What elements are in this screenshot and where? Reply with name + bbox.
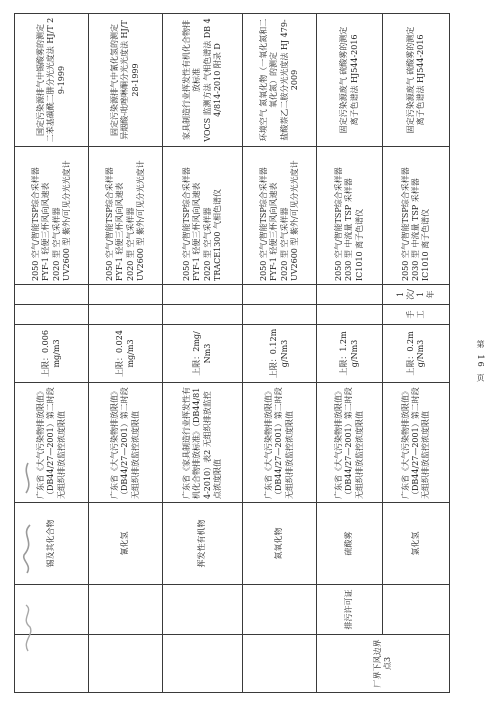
- method-instrument-cell: [383, 147, 450, 285]
- limit-cell: 上限：0.12mg/Nm3: [243, 325, 317, 383]
- pollutant-cell: 锡及其化合物: [15, 503, 89, 585]
- standard-method-line: 盐酸萘乙二胺分光光度法 HJ 479-2009: [279, 19, 299, 141]
- instrument-line: IC1010 离子色谱仪: [421, 208, 431, 281]
- pollutant-cell: 氰化氢: [89, 503, 163, 585]
- permit-label-cell: [163, 585, 243, 635]
- limit-cell: 上限：0.2mg/Nm3: [383, 325, 450, 383]
- instrument-line: 2020 型 空气采样器: [125, 207, 135, 281]
- instrument-line: 2050 空气/智能TSP综合采样器: [400, 167, 410, 281]
- method-instrument-cell: [15, 147, 89, 285]
- frequency-cell: [89, 285, 163, 305]
- pollutant-cell: 硫酸雾: [317, 503, 383, 585]
- instrument-line: TRACE1300 气相色谱仪: [212, 189, 222, 281]
- instrument-line: FYF-1 轻便三杯风向风速表: [269, 182, 279, 281]
- instrument-line: 2030 型 中流量 TSP 采样器: [344, 178, 354, 281]
- table-row: [317, 14, 383, 693]
- standard-method-line: 离子色谱法 HJ544-2016: [416, 34, 425, 126]
- standard-cell: 广东省《家具制造行业挥发性有机化合物排放标准》（DB44/814-2010）表2 无组织排放监控点浓度限值: [163, 383, 243, 503]
- instrument-line: 2020 型 空气采样器: [202, 207, 212, 281]
- group-label-cell: [163, 635, 243, 693]
- instrument-line: 2020 型 空气采样器: [279, 207, 289, 281]
- pollutant-cell: 氯化氢: [383, 503, 450, 585]
- pollutant-cell: 挥发性有机物: [163, 503, 243, 585]
- page-number: 第 16 页: [476, 340, 485, 384]
- standard-method-cell: [89, 14, 163, 147]
- instrument-line: 2050 空气/智能TSP综合采样器: [334, 167, 344, 281]
- sampling-method-cell: [317, 305, 383, 325]
- instrument-line: 2020 型 空气采样器: [51, 207, 61, 281]
- standard-method-line: 异烟酸-吡唑啉酮分光光度法 HJ/T 28-1999: [120, 20, 140, 140]
- table-row: [383, 14, 450, 693]
- sampling-method-cell: [243, 305, 317, 325]
- standard-method-line: 固定污染源排气中氰化氢的测定: [110, 24, 120, 136]
- method-instrument-cell: [89, 147, 163, 285]
- standard-cell: 广东省《大气污染物排放限值》（DB44/27—2001）第二时段无组织排放监控浓度限值: [243, 383, 317, 503]
- standard-cell: 广东省《大气污染物排放限值》（DB44/27—2001）第二时段无组织排放监控浓度限值: [317, 383, 383, 503]
- sampling-method-cell: 手工: [383, 305, 450, 325]
- method-instrument-cell: [243, 147, 317, 285]
- standard-method-line: 离子色谱法 HJ544-2016: [349, 34, 359, 126]
- instrument-line: 2050 空气/智能TSP综合采样器: [105, 167, 115, 281]
- standard-method-line: 家具制造行业挥发性有机化合物排放标准: [182, 20, 202, 140]
- group-label-cell: [243, 635, 317, 693]
- limit-cell: 上限：0.006mg/m3: [15, 325, 89, 383]
- instrument-line: 2050 空气/智能TSP综合采样器: [182, 167, 192, 281]
- standard-method-line: 固定污染源废气 硫酸雾的测定: [405, 26, 415, 134]
- standard-cell: 广东省《大气污染物排放限值》（DB44/27—2001）第二时段无组织排放监控浓度限值: [15, 383, 89, 503]
- standard-cell: 广东省《大气污染物排放限值》（DB44/27—2001）第二时段无组织排放监控浓度限值: [383, 383, 450, 503]
- group-label-cell: 厂界下风边界点3: [317, 635, 450, 693]
- instrument-line: FYF-1 轻便三杯风向风速表: [41, 182, 51, 281]
- method-instrument-cell: [163, 147, 243, 285]
- standard-method-line: 环境空气 氮氧化物（一氧化氮和二氧化氮）的测定: [259, 18, 279, 142]
- frequency-cell: [163, 285, 243, 305]
- standard-method-cell: [15, 14, 89, 147]
- sampling-method-cell: [163, 305, 243, 325]
- standard-cell: 广东省《大气污染物排放限值》（DB44/27—2001）第二时段无组织排放监控浓度限值: [89, 383, 163, 503]
- instrument-line: UV2600 型 紫外/可见分光光度计: [289, 160, 299, 281]
- frequency-cell: 1次/1年: [383, 285, 450, 305]
- table-row: [163, 14, 243, 693]
- method-instrument-cell: [317, 147, 383, 285]
- instrument-line: IC1010 离子色谱仪: [354, 208, 364, 281]
- instrument-line: UV2600 型 紫外/可见分光光度计: [135, 160, 145, 281]
- instrument-line: FYF-1 轻便三杯风向风速表: [192, 182, 202, 281]
- instrument-line: FYF-1 轻便三杯风向风速表: [115, 182, 125, 281]
- table-row: [89, 14, 163, 693]
- frequency-cell: [15, 285, 89, 305]
- standard-method-cell: [243, 14, 317, 147]
- standard-method-line: 国定污染源排气中锡酸雾的测定: [36, 24, 46, 136]
- permit-label-cell: [89, 585, 163, 635]
- frequency-cell: [243, 285, 317, 305]
- group-label-cell: [89, 635, 163, 693]
- standard-method-cell: [163, 14, 243, 147]
- standard-method-line: 二苯基碳酰二肼分光光度法 HJ/T 29-1999: [46, 17, 66, 143]
- instrument-line: UV2600 型 紫外/可见分光光度计: [61, 160, 71, 281]
- permit-label-cell: 排污许可证: [317, 585, 383, 635]
- table-row: [243, 14, 317, 693]
- permit-label-cell: [383, 585, 450, 635]
- pollutant-cell: 氮氧化物: [243, 503, 317, 585]
- limit-cell: 上限：1.2mg/Nm3: [317, 325, 383, 383]
- sampling-method-cell: [15, 305, 89, 325]
- standard-method-cell: [383, 14, 450, 147]
- monitoring-table: [14, 13, 450, 693]
- sampling-method-cell: [89, 305, 163, 325]
- rotated-table-block: [14, 14, 449, 693]
- permit-label-cell: [243, 585, 317, 635]
- frequency-cell: [317, 285, 383, 305]
- limit-cell: 上限：0.024mg/m3: [89, 325, 163, 383]
- instrument-line: 2050 空气/智能TSP综合采样器: [259, 167, 269, 281]
- standard-method-line: VOCS 监测方法 气相色谱法 DB 44/814-2010 附录 D: [202, 18, 222, 142]
- standard-method-cell: [317, 14, 383, 147]
- instrument-line: 2030 型 中流量 TSP 采样器: [410, 178, 420, 281]
- instrument-line: 2050 空气/智能TSP综合采样器: [31, 167, 41, 281]
- standard-method-line: 固定污染源废气 硫酸雾的测定: [339, 26, 349, 134]
- limit-cell: 上限：2mg/Nm3: [163, 325, 243, 383]
- handwritten-scribble: [8, 455, 48, 665]
